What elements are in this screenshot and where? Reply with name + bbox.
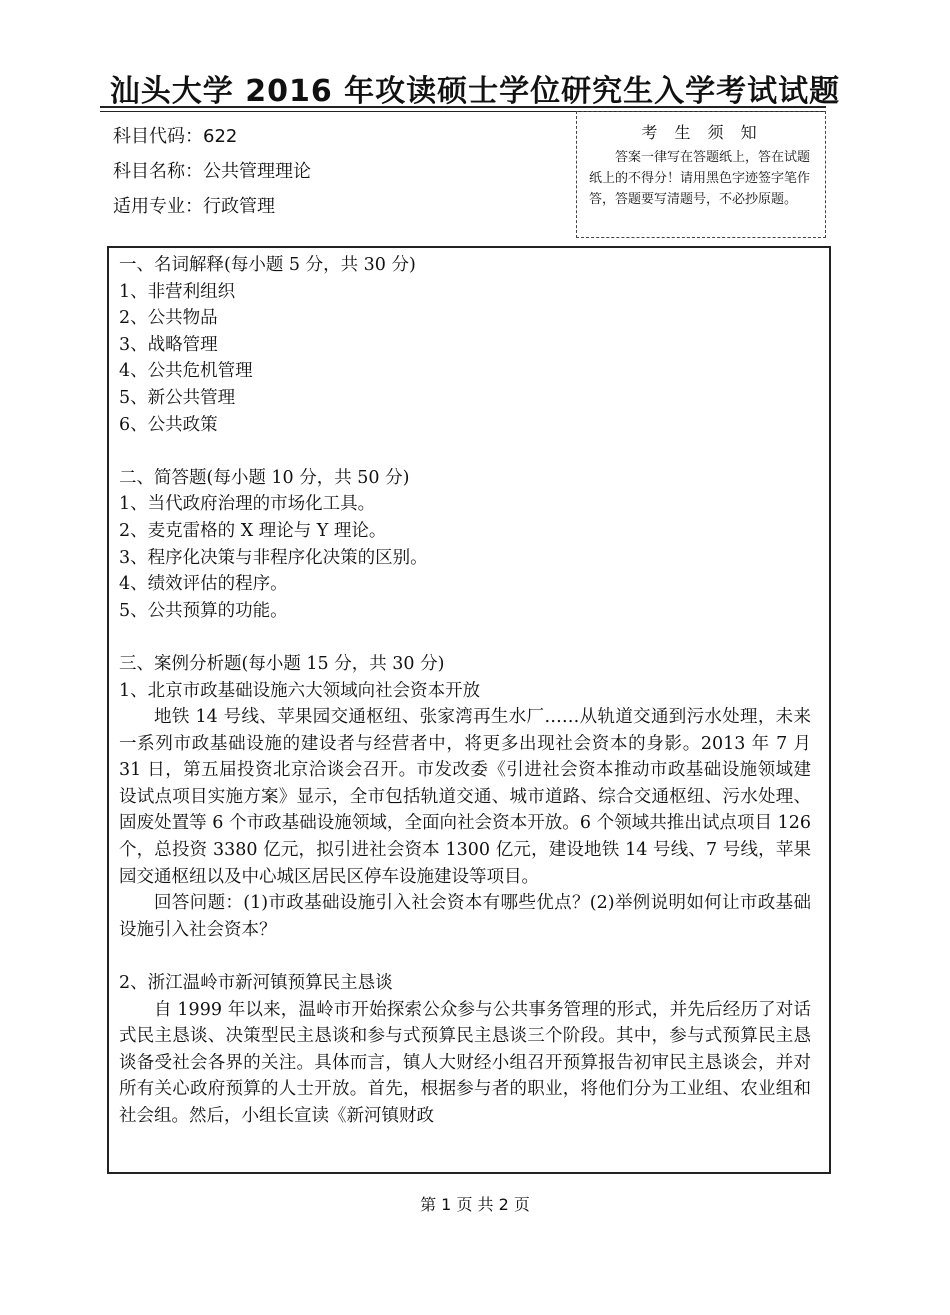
candidate-notice-box <box>576 111 826 238</box>
question-box <box>107 246 831 1174</box>
subject-name: 科目名称：公共管理理论 <box>113 161 311 182</box>
question-item: 3、程序化决策与非程序化决策的区别。 <box>119 547 428 568</box>
title-underline <box>100 106 826 108</box>
spacer <box>119 943 811 970</box>
notice-title: 考 生 须 知 <box>641 123 763 142</box>
question-item: 6、公共政策 <box>119 414 218 435</box>
case-question: 回答问题：(1)市政基础设施引入社会资本有哪些优点？(2)举例说明如何让市政基础设施引入社会资本？ <box>119 893 811 940</box>
question-item: 4、绩效评估的程序。 <box>119 574 288 595</box>
question-item: 2、公共物品 <box>119 308 218 329</box>
case-body: 自 1999 年以来，温岭市开始探索公众参与公共事务管理的形式，并先后经历了对话式民主恳谈、决策型民主恳谈和参与式预算民主恳谈三个阶段。其中，参与式预算民主恳谈备受社会各界的关注。具体而言，镇人大财经小组召开预算报告初审民主恳谈会，并对所有关心政府预算的人士开放。首先，根据参与者的职业，将他们分为工业组、农业组和社会组。然后，小组长宣读《新河镇财政 <box>119 999 811 1126</box>
question-item: 5、公共预算的功能。 <box>119 600 288 621</box>
spacer <box>119 624 811 651</box>
notice-body: 答案一律写在答题纸上，答在试题纸上的不得分！请用黑色字迹签字笔作答，答题要写清题号，不必抄原题。 <box>589 150 811 207</box>
exam-title: 汕头大学 2016 年攻读硕士学位研究生入学考试试题 <box>109 74 841 109</box>
page-number: 第 1 页 共 2 页 <box>420 1195 530 1214</box>
section-heading: 二、简答题(每小题 10 分，共 50 分) <box>119 467 410 488</box>
section-heading: 三、案例分析题(每小题 15 分，共 30 分) <box>119 653 445 674</box>
case-title: 1、北京市政基础设施六大领域向社会资本开放 <box>119 680 481 701</box>
question-content <box>119 252 811 1130</box>
applicable-major: 适用专业：行政管理 <box>113 196 275 217</box>
subject-code: 科目代码：622 <box>113 126 238 147</box>
question-item: 2、麦克雷格的 X 理论与 Y 理论。 <box>119 520 387 541</box>
section-heading: 一、名词解释(每小题 5 分，共 30 分) <box>119 255 416 275</box>
question-item: 4、公共危机管理 <box>119 361 253 382</box>
question-item: 3、战略管理 <box>119 334 218 355</box>
question-item: 1、非营利组织 <box>119 281 236 302</box>
question-item: 1、当代政府治理的市场化工具。 <box>119 494 376 515</box>
case-title: 2、浙江温岭市新河镇预算民主恳谈 <box>119 973 393 994</box>
case-body: 地铁 14 号线、苹果园交通枢纽、张家湾再生水厂……从轨道交通到污水处理，未来一系列市政基础设施的建设者与经营者中，将更多出现社会资本的身影。2013 年 7 月 31 日，第五届投资北京洽谈会召开。市发改委《引进社会资本推动市政基础设施领域建设试点项目实施方案》显示，全市包括轨道交通、城市道路、综合交通枢纽、污水处理、固废处置等 6 个市政基础设施领域，全面向社会资本开放。6 个领域共推出试点项目 126 个，总投资 3380 亿元，拟引进社会资本 1300 亿元，建设地铁 14 号线、7 号线，苹果园交通枢纽以及中心城区居民区停车设施建设等项目。 <box>119 707 811 887</box>
spacer <box>119 438 811 465</box>
question-item: 5、新公共管理 <box>119 387 236 408</box>
